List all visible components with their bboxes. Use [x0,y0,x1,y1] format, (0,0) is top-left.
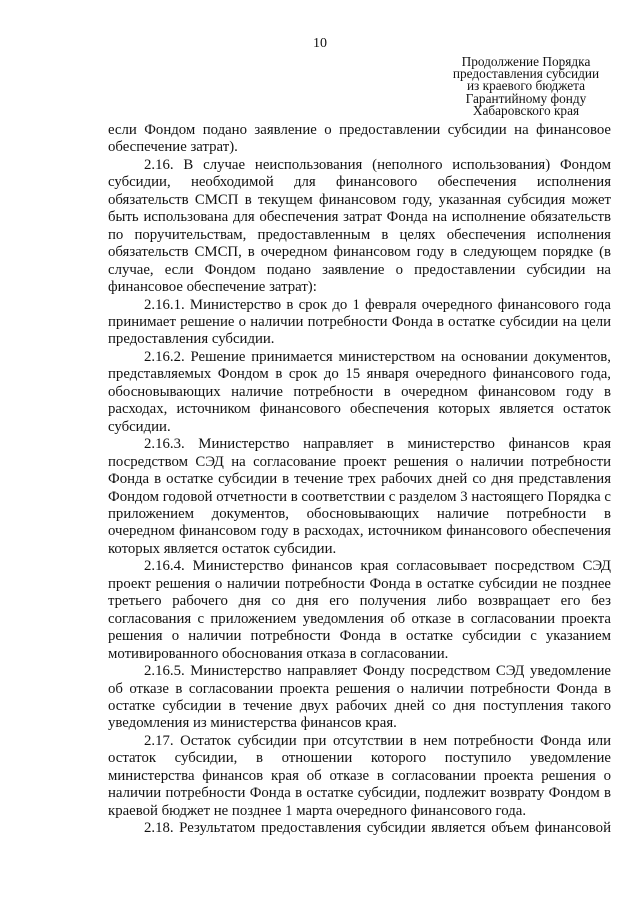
header-note-line: из краевого бюджета [466,78,586,94]
header-note-line: предоставления субсидии [452,66,600,82]
paragraph-2-16-4: 2.16.4. Министерство финансов края согласовывает посредством СЭД проект решения о наличии потребности Фонда в остатке субсидии не позднее третьего рабочего дня со дня его получения либо возвращает его без согласования с приложением уведомления об отказе в согласовании проекта решения о наличии потребности Фонда в остатке субсидии с указанием мотивированного обоснования отказа в согласовании. [108,558,611,662]
header-note [446,56,606,117]
paragraph-continuation: если Фондом подано заявление о предоставлении субсидии на финансовое обеспечение затрат). [108,122,611,156]
header-note-line: Продолжение Порядка [461,54,591,69]
paragraph-2-16-5: 2.16.5. Министерство направляет Фонду посредством СЭД уведомление об отказе в согласовании проекта решения о наличии потребности Фонда в остатке субсидии в течение двух рабочих дней со дня поступления такого уведомления из министерства финансов края. [108,663,611,732]
header-note-line: Гарантийному фонду [465,90,587,106]
page-number: 10 [313,36,327,51]
paragraph-2-18: 2.18. Результатом предоставления субсидии является объем финансовой [144,820,611,837]
paragraph-2-17: 2.17. Остаток субсидии при отсутствии в нем потребности Фонда или остаток субсидии, в отношении которого поступило уведомление министерства финансов края об отказе в согласовании проекта решения о наличии потребности Фонда в остатке субсидии, подлежит возврату Фондом в краевой бюджет не позднее 1 марта очередного финансового года. [108,732,611,819]
header-note-line: Хабаровского края [472,102,580,118]
document-body [108,122,611,838]
paragraph-2-16-3: 2.16.3. Министерство направляет в министерство финансов края посредством СЭД на согласование проект решения о наличии потребности Фонда в остатке субсидии в течение трех рабочих дней со дня представления Фондом годовой отчетности в соответствии с разделом 3 настоящего Порядка с приложением документов, обосновывающих наличие потребности в очередном финансовом году в расходах, источником финансового обеспечения которых является остаток субсидии. [108,436,611,557]
paragraph-2-16-2: 2.16.2. Решение принимается министерством на основании документов, представляемых Фондом в срок до 15 января очередного финансового года, обосновывающих наличие потребности в очередном финансовом году в расходах, источником финансового обеспечения которых является остаток субсидии. [108,348,611,435]
paragraph-2-16-1: 2.16.1. Министерство в срок до 1 февраля очередного финансового года принимает решение о наличии потребности Фонда в остатке субсидии на цели предоставления субсидии. [108,296,611,348]
paragraph-2-16: 2.16. В случае неиспользования (неполного использования) Фондом субсидии, необходимой для финансового обеспечения исполнения обязательств СМСП в текущем финансовом году, указанная субсидия может быть использована для обеспечения затрат Фонда на исполнение обязательств по поручительствам, предоставленным в целях обеспечения исполнения обязательств СМСП, в очередном финансовом году в следующем порядке (в случае, если Фондом подано заявление о предоставлении субсидии на финансовое обеспечение затрат): [108,156,611,296]
